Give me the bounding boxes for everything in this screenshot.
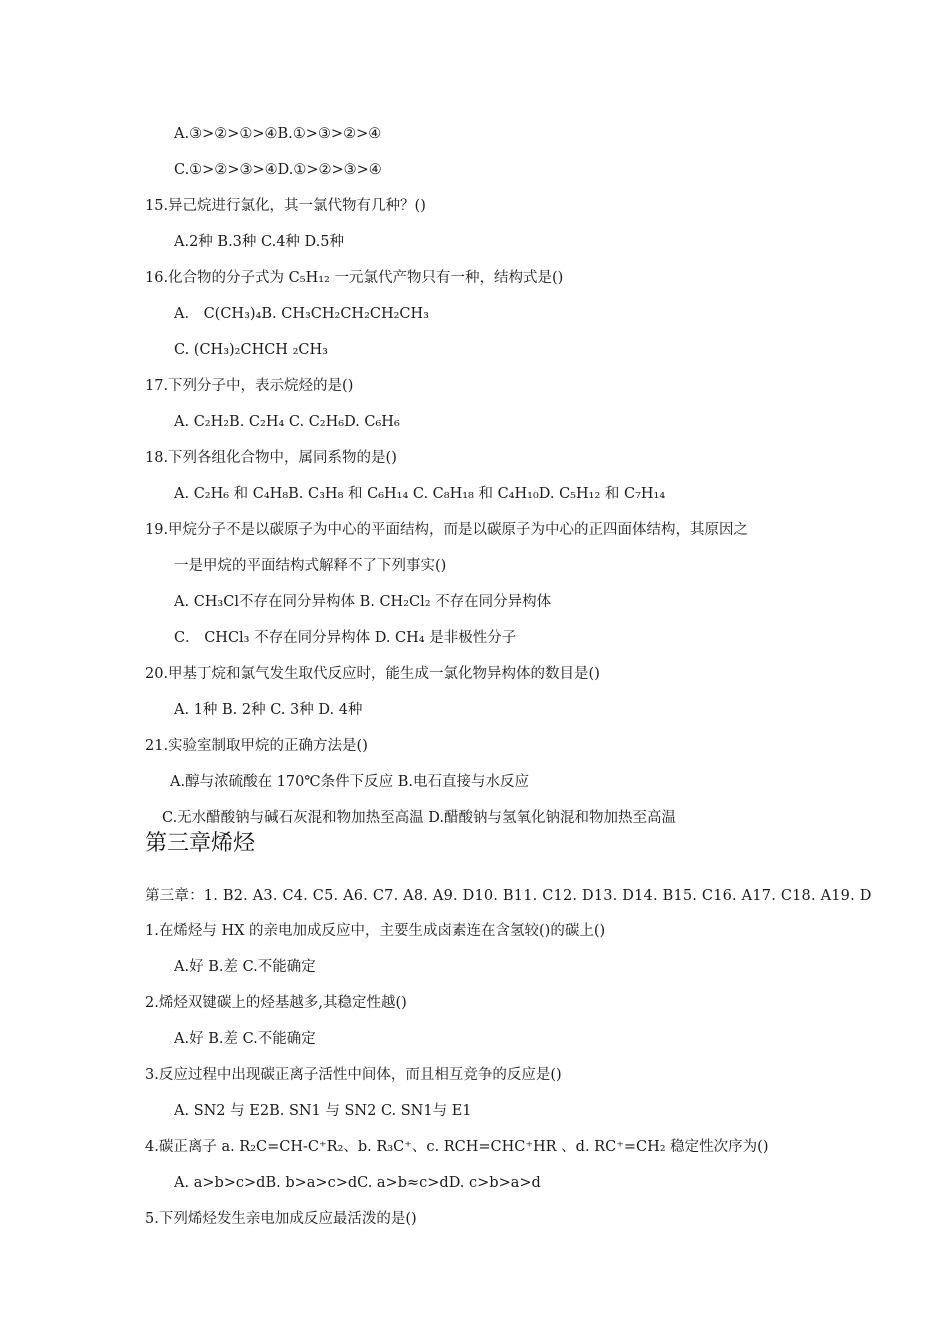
chapter3-question-2: 2.烯烃双键碳上的烃基越多,其稳定性越() <box>145 995 407 1011</box>
chapter3-question-4: 4.碳正离子 a. R₂C=CH-C⁺R₂、b. R₃C⁺、c. RCH=CHC⁺HR 、d. RC⁺=CH₂ 稳定性次序为() <box>145 1139 769 1155</box>
question-16-options-ab: A． C(CH₃)₄B. CH₃CH₂CH₂CH₂CH₃ <box>174 306 429 322</box>
question-19-options-cd: C． CHCl₃ 不存在同分异构体 D. CH₄ 是非极性分子 <box>174 630 517 646</box>
chapter3-question-3-options: A. SN2 与 E2B. SN1 与 SN2 C. SN1与 E1 <box>174 1103 472 1119</box>
question-21: 21.实验室制取甲烷的正确方法是() <box>145 738 368 754</box>
question-15-options: A.2种 B.3种 C.4种 D.5种 <box>174 234 344 250</box>
question-16-options-c: C. (CH₃)₂CHCH ₂CH₃ <box>174 342 328 358</box>
chapter3-question-4-options: A. a>b>c>dB. b>a>c>dC. a>b≈c>dD. c>b>a>d <box>174 1175 541 1191</box>
question-19: 19.甲烷分子不是以碳原子为中心的平面结构，而是以碳原子为中心的正四面体结构，其原因之 <box>145 522 749 538</box>
question-19-options-ab: A. CH₃Cl不存在同分异构体 B. CH₂Cl₂ 不存在同分异构体 <box>174 594 552 610</box>
question-19-continued: 一是甲烷的平面结构式解释不了下列事实() <box>174 558 447 574</box>
answer-key: 第三章：1. B2. A3. C4. C5. A6. C7. A8. A9. D10. B11. C12. D13. D14. B15. C16. A17. C18. A19. D <box>145 888 872 904</box>
question-15: 15.异己烷进行氯化，其一氯代物有几种？() <box>145 198 426 214</box>
question-18-options: A. C₂H₆ 和 C₄H₈B. C₃H₈ 和 C₆H₁₄ C. C₈H₁₈ 和 C₄H₁₀D. C₅H₁₂ 和 C₇H₁₄ <box>174 486 666 502</box>
question-20-options: A. 1种 B. 2种 C. 3种 D. 4种 <box>174 702 363 718</box>
question-20: 20.甲基丁烷和氯气发生取代反应时，能生成一氯化物异构体的数目是() <box>145 666 600 682</box>
question-21-options-cd: C.无水醋酸钠与碱石灰混和物加热至高温 D.醋酸钠与氢氧化钠混和物加热至高温 <box>162 810 677 826</box>
chapter3-question-3: 3.反应过程中出现碳正离子活性中间体，而且相互竞争的反应是() <box>145 1067 562 1083</box>
chapter3-question-2-options: A.好 B.差 C.不能确定 <box>174 1031 316 1047</box>
question-17-options: A. C₂H₂B. C₂H₄ C. C₂H₆D. C₆H₆ <box>174 414 400 430</box>
option-line: C.①>②>③>④D.①>②>③>④ <box>174 162 382 178</box>
option-line: A.③>②>①>④B.①>③>②>④ <box>174 126 382 142</box>
chapter-title: 第三章烯烃 <box>145 831 256 856</box>
chapter3-question-5: 5.下列烯烃发生亲电加成反应最活泼的是() <box>145 1211 417 1227</box>
chapter3-question-1-options: A.好 B.差 C.不能确定 <box>174 959 316 975</box>
question-17: 17.下列分子中，表示烷烃的是() <box>145 378 354 394</box>
question-21-options-ab: A.醇与浓硫酸在 170℃条件下反应 B.电石直接与水反应 <box>170 774 529 790</box>
question-18: 18.下列各组化合物中，属同系物的是() <box>145 450 397 466</box>
chapter3-question-1: 1.在烯烃与 HX 的亲电加成反应中，主要生成卤素连在含氢较()的碳上() <box>145 923 606 939</box>
question-16: 16.化合物的分子式为 C₅H₁₂ 一元氯代产物只有一种，结构式是() <box>145 270 564 286</box>
